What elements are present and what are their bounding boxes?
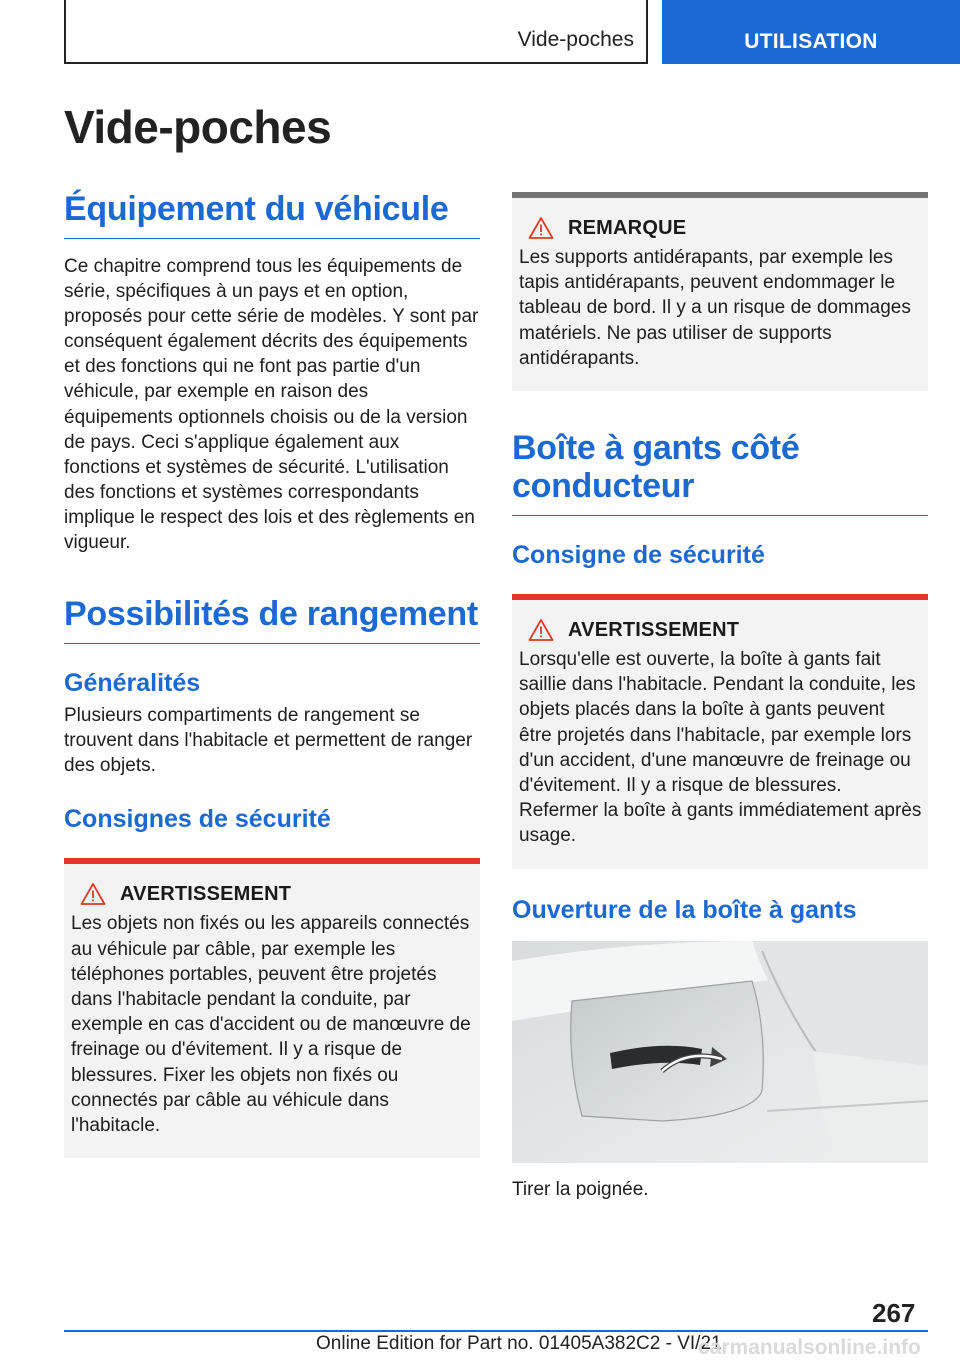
glovebox-illustration <box>512 941 928 1163</box>
heading-generalites: Généralités <box>64 669 201 698</box>
right-column <box>512 192 928 1202</box>
paragraph-generalites: Plusieurs compartiments de rangement se trouvent dans l'habitacle et permettent de ranger des objets. <box>64 705 473 777</box>
heading-consignes-securite: Consignes de sécurité <box>64 805 331 834</box>
chapter-tab[interactable] <box>662 0 960 64</box>
warning-title: AVERTISSEMENT <box>568 618 740 641</box>
warning-title: AVERTISSEMENT <box>120 882 292 905</box>
heading-possibilites: Possibilités de rangement <box>64 595 480 644</box>
footer-watermark: carmanualsonline.info <box>698 1336 921 1359</box>
header-section-box <box>64 0 648 64</box>
paragraph-equipement: Ce chapitre comprend tous les équipements de série, spécifiques à un pays et en option, proposés pour cette série de modèles. Y sont par conséquent également décrits des équipements et des fonctions qui ne font pas partie d'un véhicule, par exemple en raison des équipements optionnels choisis ou de la version de pays. Ceci s'applique également aux fonctions et systèmes de sécurité. L'utilisation des fonctions et systèmes correspondants implique le respect des lois et des règlements en vigueur. <box>64 256 479 554</box>
warning-triangle-icon <box>528 618 554 642</box>
header-section-title: Vide-poches <box>517 28 634 51</box>
footer-edition: Online Edition for Part no. 01405A382C2 - VI/21 <box>316 1333 722 1354</box>
warning-box <box>64 858 480 1158</box>
warning-text: Lorsqu'elle est ouverte, la boîte à gants fait saillie dans l'habitacle. Pendant la conduite, les objets placés dans la boîte à gants peuvent être projetés dans l'habitacle, par exemple lors d'un accident, d'une manœuvre de freinage ou d'évitement. Il y a risque de blessures. Refermer la boîte à gants immédiatement après usage. <box>519 649 922 847</box>
heading-consigne-securite: Consigne de sécurité <box>512 541 765 570</box>
warning-triangle-icon <box>80 882 106 906</box>
footer-divider <box>64 1330 928 1332</box>
heading-boite-a-gants: Boîte à gants côté conducteur <box>512 429 928 516</box>
page-number: 267 <box>872 1298 916 1328</box>
heading-equipement: Équipement du véhicule <box>64 190 480 239</box>
chapter-tab-label: UTILISATION <box>744 30 878 53</box>
left-column <box>64 190 480 1158</box>
remark-text: Les supports antidérapants, par exemple les tapis antidérapants, peuvent endommager le tableau de bord. Il y a un risque de dommages matériels. Ne pas utiliser de supports antidérapants. <box>519 247 911 369</box>
figure-caption: Tirer la poignée. <box>512 1178 649 1200</box>
warning-text: Les objets non fixés ou les appareils connectés au véhicule par câble, par exemple les téléphones portables, peuvent être projetés dans l'habitacle pendant la conduite, par exemple en cas d'accident ou de manœuvre de freinage ou d'évitement. Il y a risque de blessures. Fixer les objets non fixés ou connectés par câble au véhicule dans l'habitacle. <box>71 913 471 1137</box>
page-title: Vide-poches <box>64 101 332 153</box>
warning-box <box>512 594 928 869</box>
heading-ouverture: Ouverture de la boîte à gants <box>512 895 857 924</box>
remark-box <box>512 192 928 391</box>
remark-title: REMARQUE <box>568 216 687 239</box>
warning-triangle-icon <box>528 216 554 240</box>
